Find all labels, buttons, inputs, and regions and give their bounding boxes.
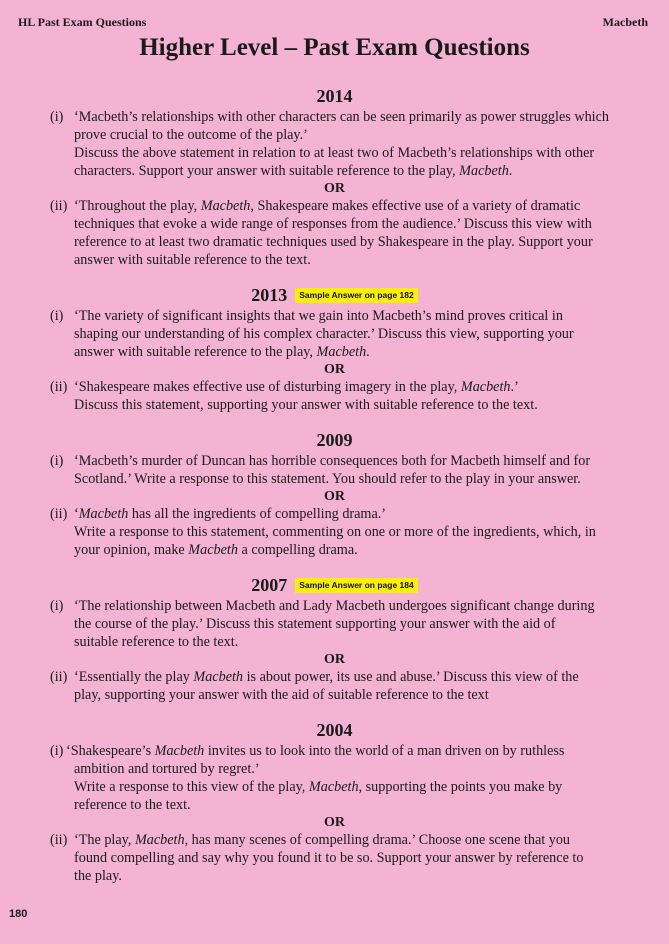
header-right: Macbeth <box>602 15 648 29</box>
question-line: reference to the text. <box>74 797 191 813</box>
year-heading: 2013 <box>251 285 288 305</box>
question-line: ‘Throughout the play, Macbeth, Shakespeare makes effective use of a variety of dramatic <box>74 198 581 214</box>
question-line: answer with suitable reference to the text. <box>74 252 311 268</box>
sample-answer-badge: Sample Answer on page 182 <box>295 288 417 303</box>
or-divider: OR <box>324 362 345 377</box>
question-number: (ii) <box>50 506 68 522</box>
question-line: reference to at least two dramatic techniques used by Shakespeare in the play. Support your <box>74 234 593 250</box>
sample-answer-badge: Sample Answer on page 184 <box>295 578 417 593</box>
question-line: ambition and tortured by regret.’ <box>74 761 260 777</box>
question-number: (ii) <box>50 379 68 395</box>
question-line: ‘The play, Macbeth, has many scenes of compelling drama.’ Choose one scene that you <box>74 832 571 848</box>
question-line: Scotland.’ Write a response to this statement. You should refer to the play in your answer. <box>74 471 581 487</box>
question-number: (i) <box>50 743 64 759</box>
question-number: (ii) <box>50 198 68 214</box>
question-number: (ii) <box>50 669 68 685</box>
year-heading: 2004 <box>316 720 353 740</box>
question-line: Discuss this statement, supporting your answer with suitable reference to the text. <box>74 397 538 413</box>
or-divider: OR <box>324 652 345 667</box>
or-divider: OR <box>324 181 345 196</box>
question-number: (i) <box>50 598 64 614</box>
question-line: the course of the play.’ Discuss this statement supporting your answer with the aid of <box>74 616 556 632</box>
question-line: Discuss the above statement in relation to at least two of Macbeth’s relationships with other <box>74 145 595 161</box>
question-line: found compelling and say why you found it to be so. Support your answer by reference to <box>74 850 584 866</box>
page-number: 180 <box>9 908 28 920</box>
question-line: ‘Macbeth’s murder of Duncan has horrible consequences both for Macbeth himself and for <box>74 453 591 469</box>
question-i <box>0 108 669 180</box>
question-i <box>0 597 669 651</box>
question-ii <box>0 197 669 269</box>
header-left: HL Past Exam Questions <box>18 15 147 29</box>
question-i <box>0 452 669 488</box>
question-number: (i) <box>50 453 64 469</box>
question-ii <box>0 378 669 414</box>
question-line: Write a response to this view of the play, Macbeth, supporting the points you make by <box>74 779 563 795</box>
question-ii <box>0 505 669 559</box>
question-line: ‘The relationship between Macbeth and Lady Macbeth undergoes significant change during <box>74 598 595 614</box>
question-line: characters. Support your answer with suitable reference to the play, Macbeth. <box>74 163 513 179</box>
year-heading: 2007 <box>251 575 288 595</box>
question-line: answer with suitable reference to the play, Macbeth. <box>74 344 370 360</box>
or-divider: OR <box>324 815 345 830</box>
question-line: ‘Essentially the play Macbeth is about power, its use and abuse.’ Discuss this view of the <box>74 669 579 685</box>
question-line: suitable reference to the text. <box>74 634 239 650</box>
question-line: ‘Shakespeare makes effective use of disturbing imagery in the play, Macbeth.’ <box>74 379 519 395</box>
or-divider: OR <box>324 489 345 504</box>
year-heading: 2014 <box>316 86 353 106</box>
question-line: ‘The variety of significant insights that we gain into Macbeth’s mind proves critical in <box>74 308 563 324</box>
section-2013 <box>0 283 669 414</box>
question-line: shaping our understanding of his complex character.’ Discuss this view, supporting your <box>74 326 574 342</box>
section-2004 <box>0 718 669 885</box>
question-line: Write a response to this statement, commenting on one or more of the ingredients, which, in <box>74 524 596 540</box>
question-line: the play. <box>74 868 122 884</box>
section-2007 <box>0 573 669 704</box>
question-line: your opinion, make Macbeth a compelling drama. <box>74 542 358 558</box>
question-number: (ii) <box>50 832 68 848</box>
section-2014 <box>0 84 669 269</box>
question-number: (i) <box>50 109 64 125</box>
question-line: ‘Macbeth has all the ingredients of compelling drama.’ <box>74 506 387 522</box>
section-2009 <box>0 428 669 559</box>
question-line: ‘Macbeth’s relationships with other characters can be seen primarily as power struggles which <box>74 109 610 125</box>
question-number: (i) <box>50 308 64 324</box>
question-i <box>0 307 669 361</box>
question-line: prove crucial to the outcome of the play.’ <box>74 127 308 143</box>
question-ii <box>0 831 669 885</box>
question-ii <box>0 668 669 704</box>
question-line: techniques that evoke a wide range of responses from the audience.’ Discuss this view with <box>74 216 592 232</box>
questions-list <box>0 84 669 899</box>
page-title: Higher Level – Past Exam Questions <box>139 34 530 61</box>
question-line: ‘Shakespeare’s Macbeth invites us to look into the world of a man driven on by ruthless <box>66 743 565 759</box>
year-heading: 2009 <box>316 430 353 450</box>
question-line: play, supporting your answer with the aid of suitable reference to the text <box>74 687 489 703</box>
question-i <box>0 742 669 814</box>
